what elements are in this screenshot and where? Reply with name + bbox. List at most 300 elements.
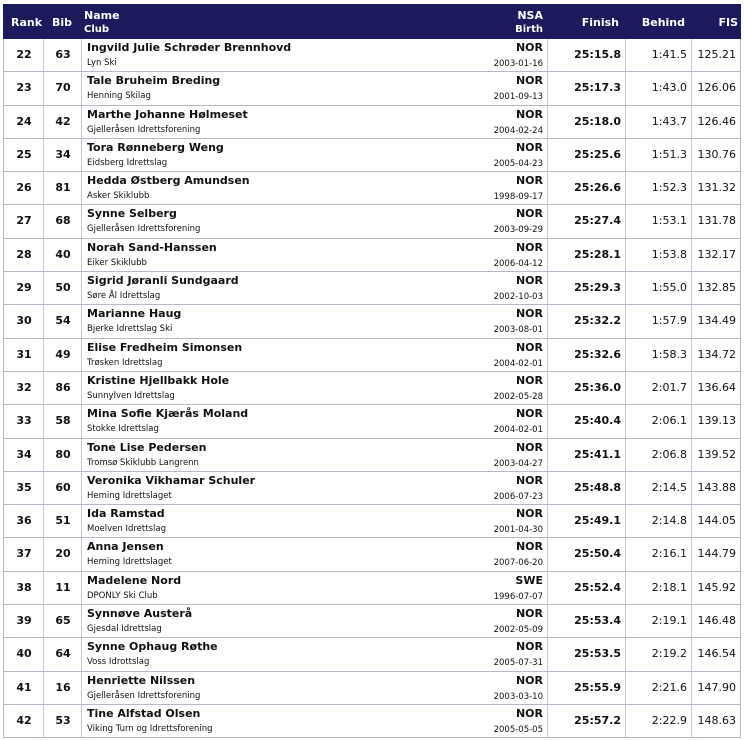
athlete-cell: [81, 72, 547, 104]
rank-cell: [3, 205, 43, 237]
fis-cell: [691, 672, 741, 704]
fis-cell: [691, 605, 741, 637]
athlete-cell: [81, 205, 547, 237]
behind-cell: [625, 272, 691, 304]
athlete-club: Sunnylven Idrettslag: [87, 390, 175, 401]
athlete-cell: [81, 172, 547, 204]
athlete-club: Gjesdal Idrettslag: [87, 624, 162, 635]
athlete-birth: 2001-04-30: [493, 525, 543, 536]
fis-points: 147.90: [697, 680, 736, 694]
bib-value: 54: [55, 314, 71, 328]
fis-points: 146.54: [697, 647, 736, 661]
bib-value: 70: [55, 81, 71, 95]
fis-cell: [691, 339, 741, 371]
table-row[interactable]: [3, 538, 741, 571]
bib-value: 51: [55, 514, 71, 528]
bib-value: 64: [55, 647, 71, 661]
athlete-club: Gjelleråsen Idrettsforening: [87, 690, 201, 701]
athlete-name[interactable]: Ingvild Julie Schrøder Brennhovd: [87, 41, 292, 54]
table-row[interactable]: [3, 672, 741, 705]
athlete-cell: [81, 372, 547, 404]
athlete-nsa: NOR: [515, 706, 543, 720]
athlete-nsa: NOR: [515, 274, 543, 288]
finish-cell: [547, 272, 625, 304]
athlete-cell: [81, 106, 547, 138]
header-rank: Rank: [11, 16, 43, 29]
athlete-name[interactable]: Henriette Nilssen: [87, 673, 196, 687]
athlete-birth: 2003-01-16: [493, 59, 543, 69]
athlete-birth: 2005-04-23: [493, 158, 543, 169]
rank-cell: [3, 638, 43, 670]
table-row[interactable]: [3, 605, 741, 638]
athlete-nsa: NOR: [515, 240, 543, 254]
athlete-club: Søre Ål Idrettslag: [87, 291, 161, 302]
rank-cell: [3, 272, 43, 304]
behind-cell: [625, 672, 691, 704]
bib-value: 81: [55, 181, 71, 195]
finish-cell: [547, 439, 625, 471]
athlete-nsa: NOR: [515, 107, 543, 121]
athlete-nsa: NOR: [515, 507, 543, 521]
behind-time: 2:14.5: [651, 480, 687, 494]
finish-cell: [547, 605, 625, 637]
athlete-name[interactable]: Elise Fredheim Simonsen: [87, 340, 243, 354]
bib-value: 49: [55, 347, 71, 361]
bib-value: 42: [55, 114, 71, 128]
fis-cell: [691, 172, 741, 204]
rank-cell: [3, 372, 43, 404]
behind-time: 2:16.1: [651, 547, 687, 561]
fis-cell: [691, 472, 741, 504]
athlete-birth: 2004-02-01: [493, 425, 543, 436]
athlete-birth: 2005-07-31: [493, 658, 543, 669]
behind-cell: [625, 39, 691, 71]
athlete-cell: [81, 39, 547, 71]
finish-time: 25:53.4: [574, 614, 621, 628]
rank-cell: [3, 239, 43, 271]
table-row[interactable]: [3, 72, 741, 105]
finish-cell: [547, 239, 625, 271]
bib-cell: [43, 305, 81, 337]
athlete-cell: [81, 605, 547, 637]
finish-time: 25:41.1: [574, 447, 621, 461]
finish-cell: [547, 106, 625, 138]
rank-cell: [3, 472, 43, 504]
rank-value: 29: [16, 281, 32, 295]
athlete-name[interactable]: Tine Alfstad Olsen: [87, 706, 201, 720]
bib-value: 34: [55, 147, 71, 161]
athlete-club: Gjelleråsen Idrettsforening: [87, 224, 201, 235]
athlete-club: Tromsø Skiklubb Langrenn: [87, 457, 199, 468]
rank-value: 35: [16, 480, 32, 494]
behind-time: 2:21.6: [651, 680, 687, 694]
athlete-club: DPONLY Ski Club: [87, 590, 158, 601]
fis-cell: [691, 638, 741, 670]
finish-cell: [547, 705, 625, 737]
fis-cell: [691, 505, 741, 537]
behind-time: 1:51.3: [651, 147, 687, 161]
athlete-name[interactable]: Tone Lise Pedersen: [87, 440, 207, 454]
finish-time: 25:32.6: [574, 347, 621, 361]
rank-value: 41: [16, 680, 32, 694]
finish-cell: [547, 39, 625, 71]
results-table-header: [3, 4, 741, 39]
finish-cell: [547, 72, 625, 104]
fis-cell: [691, 405, 741, 437]
fis-cell: [691, 705, 741, 737]
athlete-cell: [81, 672, 547, 704]
athlete-club: Viking Turn og Idrettsforening: [87, 723, 213, 734]
rank-cell: [3, 505, 43, 537]
athlete-cell: [81, 538, 547, 570]
header-fis: FIS: [718, 16, 738, 29]
athlete-nsa: NOR: [515, 640, 543, 654]
fis-cell: [691, 239, 741, 271]
athlete-club: Eidsberg Idrettslag: [87, 157, 168, 168]
table-row[interactable]: [3, 205, 741, 238]
header-name: Name: [84, 9, 120, 22]
bib-cell: [43, 439, 81, 471]
finish-time: 25:18.0: [574, 114, 621, 128]
athlete-nsa: NOR: [515, 140, 543, 154]
athlete-nsa: SWE: [515, 573, 543, 587]
bib-value: 58: [55, 414, 71, 428]
rank-value: 27: [16, 214, 32, 228]
athlete-cell: [81, 572, 547, 604]
finish-time: 25:50.4: [574, 547, 621, 561]
results-table-body: [3, 39, 741, 738]
behind-cell: [625, 638, 691, 670]
athlete-name[interactable]: Marianne Haug: [87, 307, 182, 321]
fis-points: 144.05: [697, 514, 736, 528]
athlete-birth: 2002-05-28: [493, 391, 543, 402]
behind-cell: [625, 339, 691, 371]
fis-cell: [691, 272, 741, 304]
rank-value: 31: [16, 347, 32, 361]
table-row[interactable]: [3, 439, 741, 472]
rank-value: 42: [16, 713, 32, 727]
behind-time: 1:58.3: [651, 347, 687, 361]
bib-cell: [43, 272, 81, 304]
finish-cell: [547, 172, 625, 204]
finish-time: 25:15.8: [574, 48, 621, 61]
finish-time: 25:49.1: [574, 514, 621, 528]
fis-cell: [691, 439, 741, 471]
behind-cell: [625, 305, 691, 337]
athlete-nsa: NOR: [515, 74, 543, 88]
table-row[interactable]: [3, 239, 741, 272]
fis-points: 125.21: [697, 48, 736, 61]
finish-cell: [547, 638, 625, 670]
bib-value: 60: [55, 480, 71, 494]
behind-cell: [625, 239, 691, 271]
bib-cell: [43, 638, 81, 670]
finish-time: 25:26.6: [574, 181, 621, 195]
behind-cell: [625, 72, 691, 104]
rank-value: 25: [16, 147, 32, 161]
fis-cell: [691, 39, 741, 71]
rank-cell: [3, 106, 43, 138]
rank-value: 40: [16, 647, 32, 661]
fis-cell: [691, 72, 741, 104]
athlete-birth: 2004-02-01: [493, 358, 543, 369]
fis-points: 126.06: [697, 81, 736, 95]
athlete-cell: [81, 405, 547, 437]
table-row[interactable]: [3, 405, 741, 438]
rank-value: 22: [16, 48, 32, 61]
table-row[interactable]: [3, 339, 741, 372]
bib-value: 16: [55, 680, 71, 694]
rank-value: 39: [16, 614, 32, 628]
bib-cell: [43, 39, 81, 71]
rank-value: 23: [16, 81, 32, 95]
athlete-nsa: NOR: [515, 673, 543, 687]
rank-cell: [3, 339, 43, 371]
athlete-birth: 1998-09-17: [493, 192, 543, 203]
fis-points: 148.63: [697, 713, 736, 727]
behind-time: 1:53.1: [651, 214, 687, 228]
header-behind: Behind: [641, 16, 685, 29]
fis-cell: [691, 106, 741, 138]
rank-cell: [3, 172, 43, 204]
fis-points: 134.49: [697, 314, 736, 328]
fis-points: 132.85: [697, 281, 736, 295]
athlete-name[interactable]: Madelene Nord: [87, 573, 182, 587]
finish-time: 25:48.8: [574, 480, 621, 494]
bib-cell: [43, 172, 81, 204]
behind-time: 2:01.7: [651, 380, 687, 394]
table-row[interactable]: [3, 505, 741, 538]
finish-time: 25:52.4: [574, 580, 621, 594]
athlete-club: Gjelleråsen Idrettsforening: [87, 124, 201, 135]
bib-value: 11: [55, 580, 71, 594]
header-birth: Birth: [515, 24, 543, 35]
finish-time: 25:27.4: [574, 214, 621, 228]
rank-value: 36: [16, 514, 32, 528]
athlete-cell: [81, 505, 547, 537]
behind-cell: [625, 605, 691, 637]
rank-value: 33: [16, 414, 32, 428]
fis-points: 143.88: [697, 480, 736, 494]
behind-cell: [625, 505, 691, 537]
bib-cell: [43, 139, 81, 171]
athlete-nsa: NOR: [515, 307, 543, 321]
fis-cell: [691, 139, 741, 171]
table-row[interactable]: [3, 705, 741, 738]
bib-value: 80: [55, 447, 71, 461]
fis-points: 132.17: [697, 247, 736, 261]
athlete-cell: [81, 472, 547, 504]
athlete-club: Bjerke Idrettslag Ski: [87, 324, 173, 335]
behind-time: 1:41.5: [651, 48, 687, 61]
athlete-name[interactable]: Kristine Hjellbakk Hole: [87, 373, 230, 387]
athlete-name[interactable]: Synne Selberg: [87, 207, 177, 221]
behind-cell: [625, 705, 691, 737]
athlete-name[interactable]: Veronika Vikhamar Schuler: [87, 473, 256, 487]
bib-cell: [43, 605, 81, 637]
athlete-club: Stokke Idrettslag: [87, 424, 159, 435]
table-row[interactable]: [3, 39, 741, 72]
behind-time: 2:14.8: [651, 514, 687, 528]
header-finish: Finish: [581, 16, 619, 29]
athlete-nsa: NOR: [515, 407, 543, 421]
bib-value: 86: [55, 380, 71, 394]
behind-cell: [625, 572, 691, 604]
fis-cell: [691, 538, 741, 570]
rank-value: 34: [16, 447, 32, 461]
athlete-name[interactable]: Norah Sand-Hanssen: [87, 240, 217, 254]
table-row[interactable]: [3, 172, 741, 205]
header-bib: Bib: [52, 16, 73, 29]
rank-cell: [3, 72, 43, 104]
finish-cell: [547, 305, 625, 337]
behind-time: 2:18.1: [651, 580, 687, 594]
fis-points: 146.48: [697, 614, 736, 628]
behind-cell: [625, 405, 691, 437]
athlete-cell: [81, 439, 547, 471]
bib-cell: [43, 672, 81, 704]
athlete-nsa: NOR: [515, 440, 543, 454]
athlete-birth: 2006-04-12: [493, 258, 543, 269]
athlete-name[interactable]: Sigrid Jøranli Sundgaard: [87, 274, 239, 288]
fis-points: 131.32: [697, 181, 736, 195]
finish-time: 25:40.4: [574, 414, 621, 428]
athlete-club: Lyn Ski: [87, 58, 117, 68]
bib-cell: [43, 372, 81, 404]
behind-time: 2:22.9: [651, 713, 687, 727]
finish-time: 25:55.9: [574, 680, 621, 694]
athlete-name[interactable]: Tale Bruheim Breding: [87, 74, 221, 88]
athlete-name[interactable]: Synnøve Austerå: [87, 607, 193, 621]
bib-value: 68: [55, 214, 71, 228]
rank-value: 32: [16, 380, 32, 394]
rank-value: 30: [16, 314, 32, 328]
finish-time: 25:17.3: [574, 81, 621, 95]
table-row[interactable]: [3, 139, 741, 172]
rank-cell: [3, 605, 43, 637]
athlete-cell: [81, 305, 547, 337]
athlete-birth: 2003-09-29: [493, 225, 543, 236]
athlete-nsa: NOR: [515, 473, 543, 487]
behind-time: 1:43.7: [651, 114, 687, 128]
athlete-cell: [81, 139, 547, 171]
bib-cell: [43, 72, 81, 104]
athlete-name[interactable]: Mina Sofie Kjærås Moland: [87, 407, 249, 421]
bib-cell: [43, 239, 81, 271]
table-row[interactable]: [3, 106, 741, 139]
table-row[interactable]: [3, 572, 741, 605]
behind-cell: [625, 139, 691, 171]
behind-cell: [625, 106, 691, 138]
table-row[interactable]: [3, 305, 741, 338]
athlete-birth: 1996-07-07: [493, 591, 543, 602]
athlete-club: Eiker Skiklubb: [87, 257, 147, 268]
athlete-name[interactable]: Ida Ramstad: [87, 507, 165, 521]
athlete-birth: 2005-05-05: [493, 724, 543, 735]
athlete-nsa: NOR: [515, 41, 543, 54]
bib-cell: [43, 405, 81, 437]
behind-time: 1:57.9: [651, 314, 687, 328]
bib-cell: [43, 106, 81, 138]
athlete-name[interactable]: Hedda Østberg Amundsen: [87, 174, 250, 188]
table-row[interactable]: [3, 638, 741, 671]
behind-cell: [625, 172, 691, 204]
header-nsa: NSA: [517, 9, 543, 22]
fis-points: 136.64: [697, 380, 736, 394]
rank-cell: [3, 439, 43, 471]
athlete-nsa: NOR: [515, 174, 543, 188]
bib-value: 53: [55, 713, 71, 727]
athlete-club: Henning Skilag: [87, 91, 151, 102]
rank-cell: [3, 139, 43, 171]
fis-cell: [691, 205, 741, 237]
athlete-birth: 2007-06-20: [493, 558, 543, 569]
athlete-birth: 2002-05-09: [493, 625, 543, 636]
athlete-cell: [81, 272, 547, 304]
athlete-nsa: NOR: [515, 207, 543, 221]
fis-points: 139.52: [697, 447, 736, 461]
bib-cell: [43, 505, 81, 537]
athlete-name[interactable]: Synne Ophaug Røthe: [87, 640, 218, 654]
athlete-birth: 2002-10-03: [493, 292, 543, 303]
fis-cell: [691, 305, 741, 337]
behind-time: 2:06.8: [651, 447, 687, 461]
athlete-nsa: NOR: [515, 607, 543, 621]
athlete-club: Moelven Idrettslag: [87, 524, 166, 535]
table-row[interactable]: [3, 472, 741, 505]
bib-cell: [43, 572, 81, 604]
finish-time: 25:36.0: [574, 380, 621, 394]
behind-cell: [625, 439, 691, 471]
behind-cell: [625, 472, 691, 504]
behind-time: 1:52.3: [651, 181, 687, 195]
rank-cell: [3, 572, 43, 604]
finish-cell: [547, 472, 625, 504]
athlete-birth: 2003-04-27: [493, 458, 543, 469]
finish-cell: [547, 672, 625, 704]
bib-value: 65: [55, 614, 71, 628]
athlete-name[interactable]: Marthe Johanne Hølmeset: [87, 107, 248, 121]
rank-cell: [3, 672, 43, 704]
rank-cell: [3, 305, 43, 337]
finish-time: 25:28.1: [574, 247, 621, 261]
finish-cell: [547, 505, 625, 537]
table-row[interactable]: [3, 372, 741, 405]
athlete-nsa: NOR: [515, 373, 543, 387]
athlete-name[interactable]: Anna Jensen: [87, 540, 164, 554]
bib-cell: [43, 538, 81, 570]
behind-time: 2:19.2: [651, 647, 687, 661]
finish-time: 25:53.5: [574, 647, 621, 661]
fis-points: 134.72: [697, 347, 736, 361]
rank-cell: [3, 705, 43, 737]
finish-cell: [547, 372, 625, 404]
athlete-birth: 2003-08-01: [493, 325, 543, 336]
fis-points: 131.78: [697, 214, 736, 228]
behind-time: 2:19.1: [651, 614, 687, 628]
bib-value: 40: [55, 247, 71, 261]
bib-cell: [43, 205, 81, 237]
rank-value: 24: [16, 114, 32, 128]
athlete-cell: [81, 638, 547, 670]
athlete-name[interactable]: Tora Rønneberg Weng: [87, 140, 224, 154]
behind-time: 1:43.0: [651, 81, 687, 95]
table-row[interactable]: [3, 272, 741, 305]
rank-cell: [3, 538, 43, 570]
rank-cell: [3, 405, 43, 437]
athlete-birth: 2001-09-13: [493, 92, 543, 103]
behind-cell: [625, 205, 691, 237]
